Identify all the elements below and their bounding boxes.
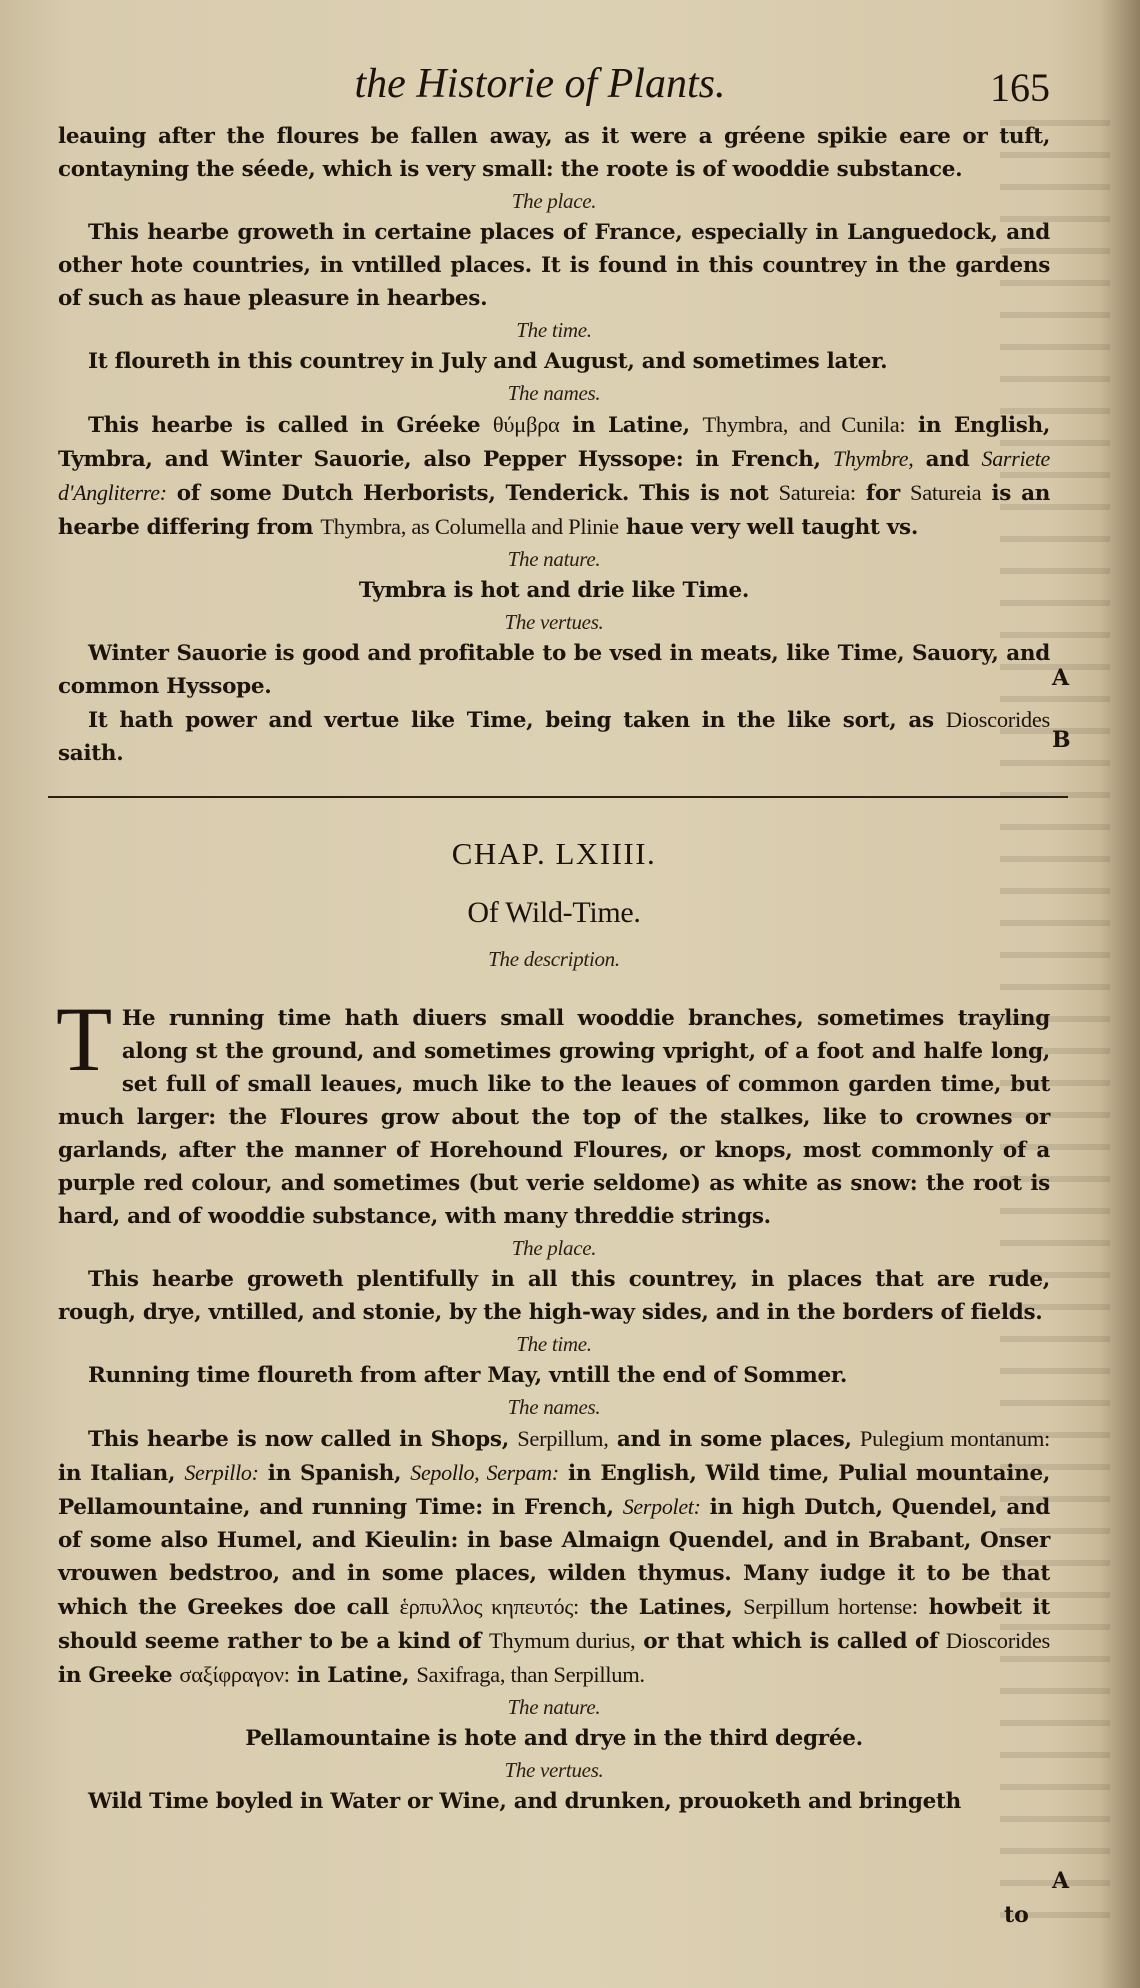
heading-time: The time. — [516, 318, 592, 342]
greek-word: θύμβρα — [492, 412, 560, 437]
heading-vertues: The vertues. — [504, 610, 604, 634]
margin-letter-a: A — [1052, 665, 1070, 691]
heading-place-2: The place. — [511, 1236, 597, 1260]
page-number: 165 — [990, 65, 1050, 110]
greek-word-3: σαξίφραγον: — [179, 1662, 290, 1687]
description-continuation: leauing after the floures be fallen away, as it were a gréene spikie eare or tuft, contayning the séede, which is very small: the roote is of wooddie substance. — [58, 124, 1050, 182]
drop-cap-initial: T — [56, 988, 112, 1090]
description-paragraph: T He running time hath diuers small wooddie branches, sometimes trayling along st the ground, and sometimes growing vpright, of a foot and halfe long, set full of small leaues, much like to the leaues of common garden time, but much larger: the Floures grow about the top of the stalkes, like to crownes or garlands, after the manner of Horehound Floures, or knops, most commonly of a purple red colour, and sometimes (but verie seldome) as white as snow: the root is hard, and of wooddie substance, with many threddie strings. — [56, 988, 1050, 1229]
page-body — [58, 120, 1050, 1818]
place-paragraph: This hearbe groweth in certaine places of France, especially in Languedock, and other hote countries, in vntilled places. It is found in this countrey in the gardens of such as haue pleasure in hearbes. — [58, 220, 1050, 311]
time-paragraph-2: Running time floureth from after May, vntill the end of Sommer. — [88, 1363, 848, 1388]
greek-word-2: ἑρπυλλος κηπευτός: — [399, 1594, 579, 1619]
heading-nature-2: The nature. — [507, 1695, 601, 1719]
chapter-title: Of Wild-Time. — [467, 896, 641, 929]
chapter-number: CHAP. LXIIII. — [451, 836, 657, 871]
time-paragraph: It floureth in this countrey in July and August, and sometimes later. — [88, 349, 888, 374]
names-paragraph: This hearbe is called in Gréeke θύμβρα in Latine, Thymbra, and Cunila: in English, Tymbra, and Winter Sauorie, also Pepper Hyssope: in French, Thymbre, and Sarriete d'Angliterre: of some Dutch Herborists, Tenderick. This is not Satureia: for Satureia is an hearbe differing from Thymbra, as Columella and Plinie haue very well taught vs. — [58, 412, 1051, 540]
names-paragraph-2: This hearbe is now called in Shops, Serpillum, and in some places, Pulegium montanum: in Italian, Serpillo: in Spanish, Sepollo, Serpam: in English, Wild time, Pulial mountaine, Pellamountaine, and running Time: in French, Serpolet: in high Dutch, Quendel, and of some also Humel, and Kieulin: in base Almaign Quendel, and in Brabant, Onser vrouwen bedstroo, and in some places, wilden thymus. Many iudge it to be that which the Greekes doe call ἑρπυλλος κηπευτός: the Latines, Serpillum hortense: howbeit it should seeme rather to be a kind of Thymum durius, or that which is called of Dioscorides in Greeke σαξίφραγον: in Latine, Saxifraga, than Serpillum. — [58, 1426, 1051, 1688]
nature-line-2: Pellamountaine is hote and drye in the third degrée. — [245, 1726, 863, 1751]
heading-nature: The nature. — [507, 547, 601, 571]
vertues-paragraph-3: Wild Time boyled in Water or Wine, and drunken, prouoketh and bringeth — [88, 1789, 961, 1814]
vertues-paragraph-1: Winter Sauorie is good and profitable to be vsed in meats, like Time, Sauory, and common Hyssope. — [58, 641, 1050, 699]
place-paragraph-2: This hearbe groweth plentifully in all this countrey, in places that are rude, rough, drye, vntilled, and stonie, by the high-way sides, and in the borders of fields. — [58, 1267, 1050, 1325]
margin-letter-b: B — [1052, 727, 1071, 753]
vertues-paragraph-2: It hath power and vertue like Time, being taken in the like sort, as Dioscorides saith. — [58, 707, 1051, 766]
running-title: the Historie of Plants. — [354, 61, 726, 107]
section-rule — [48, 796, 1068, 798]
heading-time-2: The time. — [516, 1332, 592, 1356]
margin-letter-a-lower: A — [1052, 1868, 1070, 1894]
heading-place: The place. — [511, 189, 597, 213]
page-header — [0, 60, 1140, 120]
heading-vertues-2: The vertues. — [504, 1758, 604, 1782]
nature-line: Tymbra is hot and drie like Time. — [358, 578, 750, 603]
page-binding-shadow — [1100, 0, 1140, 1988]
heading-names-2: The names. — [507, 1395, 601, 1419]
catchword: to — [1004, 1902, 1029, 1928]
heading-names: The names. — [507, 381, 601, 405]
heading-description: The description. — [488, 947, 620, 971]
